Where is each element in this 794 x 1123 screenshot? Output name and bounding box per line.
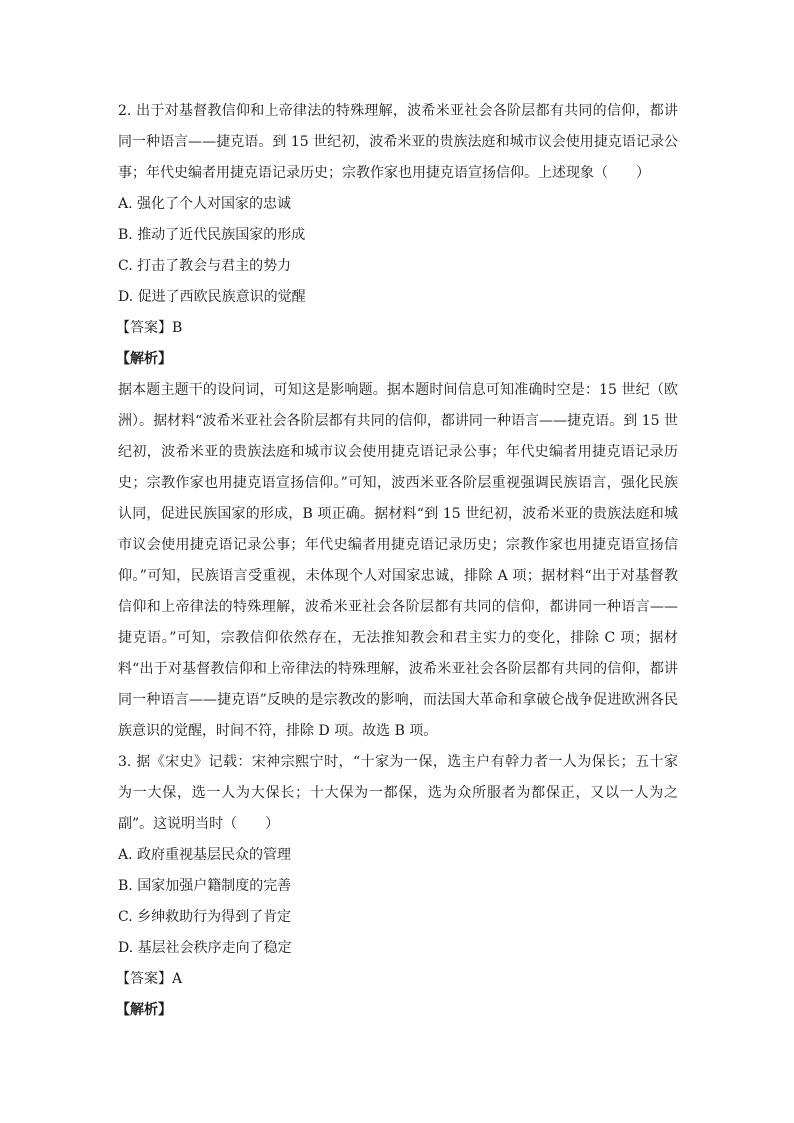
q2-analysis-line-9: 捷克语。”可知，宗教信仰依然存在，无法推知教会和君主实力的变化，排除 C 项；据材 — [118, 630, 678, 646]
q2-stem-line-3: 事；年代史编者用捷克语记录历史；宗教作家也用捷克语宣扬信仰。上述现象（ ） — [118, 165, 650, 181]
q3-stem-line-3: 副”。这说明当时（ ） — [118, 816, 280, 832]
q2-analysis-line-10: 料“出于对基督教信仰和上帝律法的特殊理解，波希米亚社会各阶层都有共同的信仰，都讲 — [118, 661, 678, 677]
page-content — [118, 96, 678, 1026]
q2-option-c: C. 打击了教会与君主的势力 — [118, 258, 292, 274]
q3-answer: 【答案】A — [116, 971, 183, 987]
question-3 — [118, 747, 678, 1026]
q3-stem-line-1: 3. 据《宋史》记载：宋神宗熙宁时，“十家为一保，选主户有幹力者一人为保长；五十家 — [118, 754, 678, 770]
q2-analysis-line-3: 纪初，波希米亚的贵族法庭和城市议会使用捷克语记录公事；年代史编者用捷克语记录历 — [118, 444, 678, 460]
q2-stem-line-2: 同一种语言——捷克语。到 15 世纪初，波希米亚的贵族法庭和城市议会使用捷克语记录公 — [118, 134, 678, 150]
q2-analysis-line-7: 仰。”可知，民族语言受重视，未体现个人对国家忠诚，排除 A 项；据材料“出于对基督教 — [118, 568, 678, 584]
q2-analysis-label: 【解析】 — [116, 351, 172, 367]
q2-option-d: D. 促进了西欧民族意识的觉醒 — [118, 289, 306, 305]
q2-option-a: A. 强化了个人对国家的忠诚 — [118, 196, 292, 212]
q3-option-a: A. 政府重视基层民众的管理 — [118, 847, 292, 863]
q2-option-b: B. 推动了近代民族国家的形成 — [118, 227, 306, 243]
q2-analysis-line-4: 史；宗教作家也用捷克语宣扬信仰。”可知，波西米亚各阶层重视强调民族语言，强化民族 — [118, 475, 678, 491]
q2-analysis — [118, 375, 678, 747]
q3-option-c: C. 乡绅救助行为得到了肯定 — [118, 909, 292, 925]
q2-analysis-line-11: 同一种语言——捷克语”反映的是宗教改的影响，而法国大革命和拿破仑战争促进欧洲各民 — [118, 692, 678, 708]
q2-answer: 【答案】B — [116, 320, 183, 336]
q2-analysis-line-1: 据本题主题干的设问词，可知这是影响题。据本题时间信息可知准确时空是：15 世纪（欧 — [118, 382, 678, 398]
q2-analysis-line-8: 信仰和上帝律法的特殊理解，波希米亚社会各阶层都有共同的信仰，都讲同一种语言—— — [118, 599, 678, 615]
q3-analysis-label: 【解析】 — [116, 1002, 172, 1018]
q2-analysis-line-2: 洲）。据材料“波希米亚社会各阶层都有共同的信仰，都讲同一种语言——捷克语。到 15 世 — [118, 413, 678, 429]
q3-stem-line-2: 为一大保，选一人为大保长；十大保为一都保，选为众所服者为都保正，又以一人为之 — [118, 785, 678, 801]
q2-analysis-line-6: 市议会使用捷克语记录公事；年代史编者用捷克语记录历史；宗教作家也用捷克语宣扬信 — [118, 537, 678, 553]
q2-analysis-line-12: 族意识的觉醒，时间不符，排除 D 项。故选 B 项。 — [118, 723, 438, 739]
q2-stem-line-1: 2. 出于对基督教信仰和上帝律法的特殊理解，波希米亚社会各阶层都有共同的信仰，都讲 — [118, 103, 678, 119]
q3-option-d: D. 基层社会秩序走向了稳定 — [118, 940, 292, 956]
q3-option-b: B. 国家加强户籍制度的完善 — [118, 878, 292, 894]
question-2 — [118, 96, 678, 747]
q2-analysis-line-5: 认同，促进民族国家的形成，B 项正确。据材料“到 15 世纪初，波希米亚的贵族法庭和城 — [118, 506, 678, 522]
